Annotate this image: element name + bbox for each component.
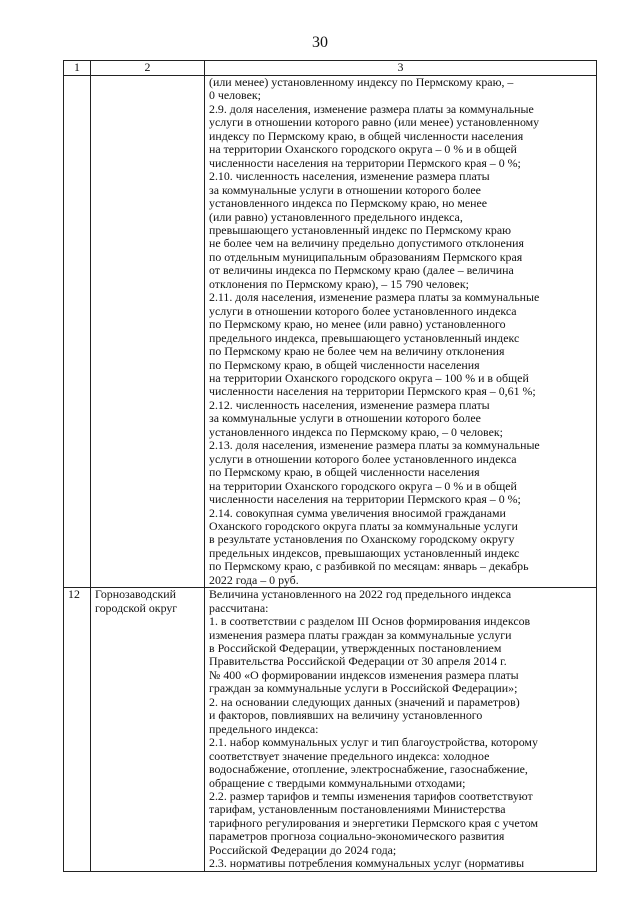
municipality-cell — [91, 76, 205, 588]
table-header-row — [64, 61, 597, 76]
header-col-3: 3 — [205, 61, 597, 76]
description-cell: Величина установленного на 2022 год предельного индекса рассчитана: 1. в соответствии с разделом III Основ формирования индексов изменения размера платы граждан за коммунальные услуги в Российской Федерации, утвержденных постановлением Правительства Российской Федерации от 30 апреля 2014 г. № 400 «О формировании индексов изменения размера платы граждан за коммунальные услуги в Российской Федерации»; 2. на основании следующих данных (значений и параметров) и факторов, повлиявших на величину установленного предельного индекса: 2.1. набор коммунальных услуг и тип благоустройства, которому соответствует значение предельного индекса: холодное водоснабжение, отопление, электроснабжение, газоснабжение, обращение с твердыми коммунальными отходами; 2.2. размер тарифов и темпы изменения тарифов соответствуют тарифам, установленным постановлениями Министерства тарифного регулирования и энергетики Пермского края с учетом параметров прогноза социально-экономического развития Российской Федерации до 2024 года; 2.3. нормативы потребления коммунальных услуг (нормативы — [205, 588, 597, 872]
document-table — [63, 60, 597, 872]
header-col-2: 2 — [91, 61, 205, 76]
row-number-cell: 12 — [64, 588, 91, 872]
page-number: 30 — [312, 34, 328, 51]
table-row — [64, 76, 597, 588]
row-number-cell — [64, 76, 91, 588]
description-cell: (или менее) установленному индексу по Пермскому краю, – 0 человек; 2.9. доля населения, изменение размера платы за коммунальные услуги в отношении которого равно (или менее) установленному индексу по Пермскому краю, в общей численности населения на территории Оханского городского округа – 0 % и в общей численности населения на территории Пермского края – 0 %; 2.10. численность населения, изменение размера платы за коммунальные услуги в отношении которого более установленного индекса по Пермскому краю, но менее (или равно) установленного предельного индекса, превышающего установленный индекс по Пермскому краю не более чем на величину предельно допустимого отклонения по отдельным муниципальным образованиям Пермского края от величины индекса по Пермскому краю (далее – величина отклонения по Пермскому краю), – 15 790 человек; 2.11. доля населения, изменение размера платы за коммунальные услуги в отношении которого более установленного индекса по Пермскому краю, но менее (или равно) установленного предельного индекса, превышающего установленный индекс по Пермскому краю не более чем на величину отклонения по Пермскому краю, в общей численности населения на территории Оханского городского округа – 100 % и в общей численности населения на территории Пермского края – 0,61 %; 2.12. численность населения, изменение размера платы за коммунальные услуги в отношении которого более установленного индекса по Пермскому краю, – 0 человек; 2.13. доля населения, изменение размера платы за коммунальные услуги в отношении которого более установленного индекса по Пермскому краю, в общей численности населения на территории Оханского городского округа – 0 % и в общей численности населения на территории Пермского края – 0 %; 2.14. совокупная сумма увеличения вносимой гражданами Оханского городского округа платы за коммунальные услуги в результате установления по Оханскому городскому округу предельных индексов, превышающих установленный индекс по Пермскому краю, с разбивкой по месяцам: январь – декабрь 2022 года – 0 руб. — [205, 76, 597, 588]
municipality-cell: Горнозаводский городской округ — [91, 588, 205, 872]
header-col-1: 1 — [64, 61, 91, 76]
table-row — [64, 588, 597, 872]
